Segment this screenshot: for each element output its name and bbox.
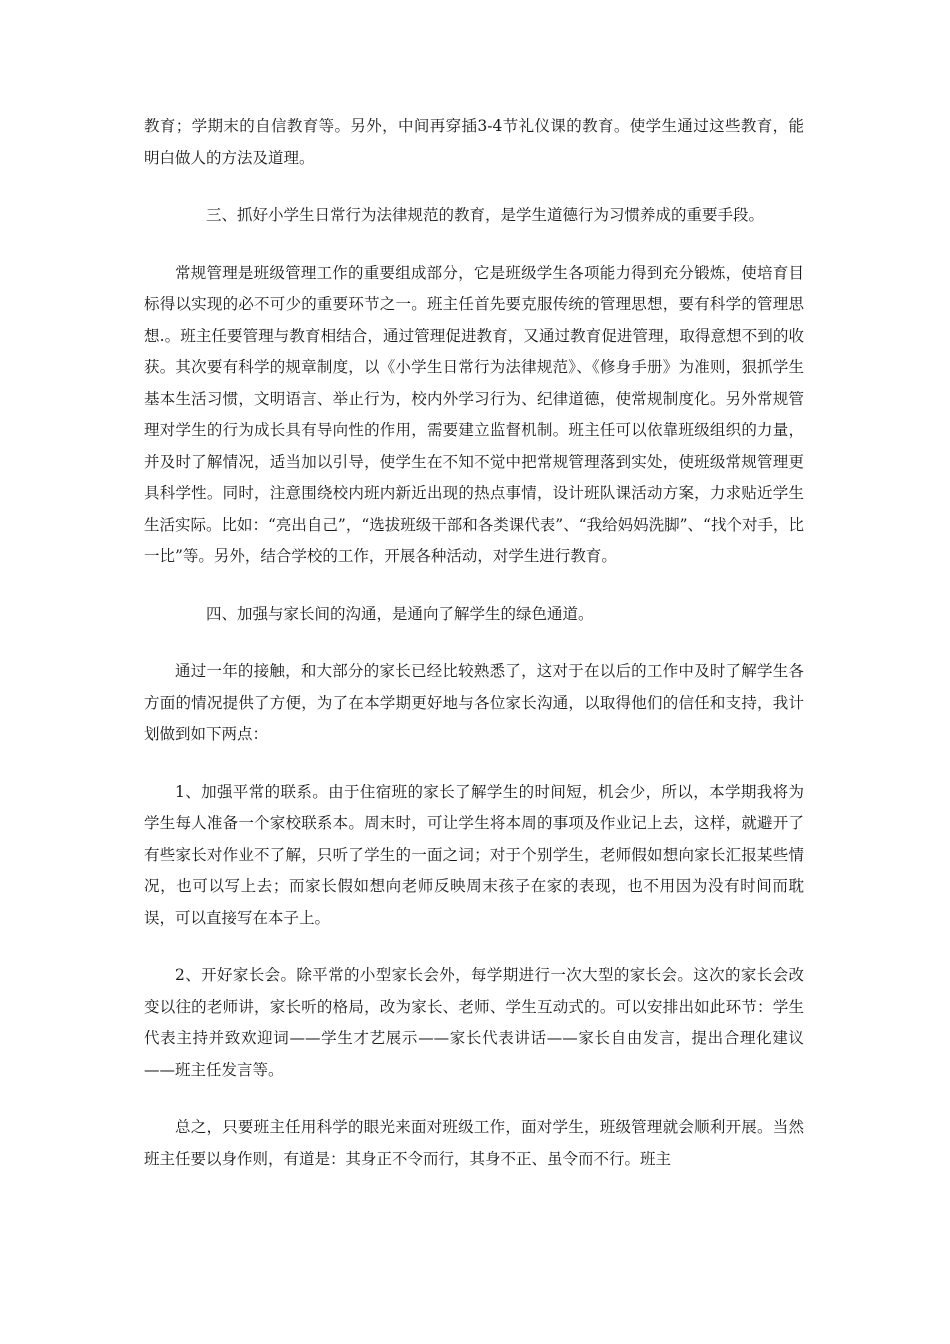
paragraph-continuation: 教育；学期末的自信教育等。另外，中间再穿插3-4节礼仪课的教育。使学生通过这些教育，能明白做人的方法及道理。 [144,117,804,167]
document-body [144,111,804,1201]
paragraph-parent-communication: 通过一年的接触，和大部分的家长已经比较熟悉了，这对于在以后的工作中及时了解学生各方面的情况提供了方便，为了在本学期更好地与各位家长沟通，以取得他们的信任和支持，我计划做到如下两点： [144,662,804,743]
section-heading-three: 三、抓好小学生日常行为法律规范的教育，是学生道德行为习惯养成的重要手段。 [206,206,765,224]
paragraph-conclusion: 总之，只要班主任用科学的眼光来面对班级工作，面对学生，班级管理就会顺利开展。当然班主任要以身作则，有道是：其身正不令而行，其身不正、虽令而不行。班主 [144,1118,804,1168]
section-heading-four: 四、加强与家长间的沟通，是通向了解学生的绿色通道。 [206,604,594,623]
paragraph-point-one: 1、加强平常的联系。由于住宿班的家长了解学生的时间短，机会少，所以，本学期我将为学生每人准备一个家校联系本。周末时，可让学生将本周的事项及作业记上去，这样，就避开了有些家长对作业不了解，只听了学生的一面之词；对于个别学生，老师假如想向家长汇报某些情况，也可以写上去；而家长假如想向老师反映周末孩子在家的表现，也不用因为没有时间而耽误，可以直接写在本子上。 [144,782,804,927]
paragraph-routine-management: 常规管理是班级管理工作的重要组成部分，它是班级学生各项能力得到充分锻炼，使培育目标得以实现的必不可少的重要环节之一。班主任首先要克服传统的管理思想，要有科学的管理思想.。班主任要管理与教育相结合，通过管理促进教育，又通过教育促进管理，取得意想不到的收获。其次要有科学的规章制度，以《小学生日常行为法律规范》、《修身手册》为准则，狠抓学生基本生活习惯，文明语言、举止行为，校内外学习行为、纪律道德，使常规制度化。另外常规管理对学生的行为成长具有导向性的作用，需要建立监督机制。班主任可以依靠班级组织的力量，并及时了解情况，适当加以引导，使学生在不知不觉中把常规管理落到实处，使班级常规管理更具科学性。同时，注意围绕校内班内新近出现的热点事情，设计班队课活动方案，力求贴近学生生活实际。比如：“亮出自己”，“选拔班级干部和各类课代表”、“我给妈妈洗脚”、“找个对手，比一比”等。另外，结合学校的工作，开展各种活动，对学生进行教育。 [144,263,804,565]
paragraph-point-two: 2、开好家长会。除平常的小型家长会外，每学期进行一次大型的家长会。这次的家长会改变以往的老师讲，家长听的格局，改为家长、老师、学生互动式的。可以安排出如此环节：学生代表主持并致欢迎词——学生才艺展示——家长代表讲话——家长自由发言，提出合理化建议——班主任发言等。 [144,966,804,1079]
